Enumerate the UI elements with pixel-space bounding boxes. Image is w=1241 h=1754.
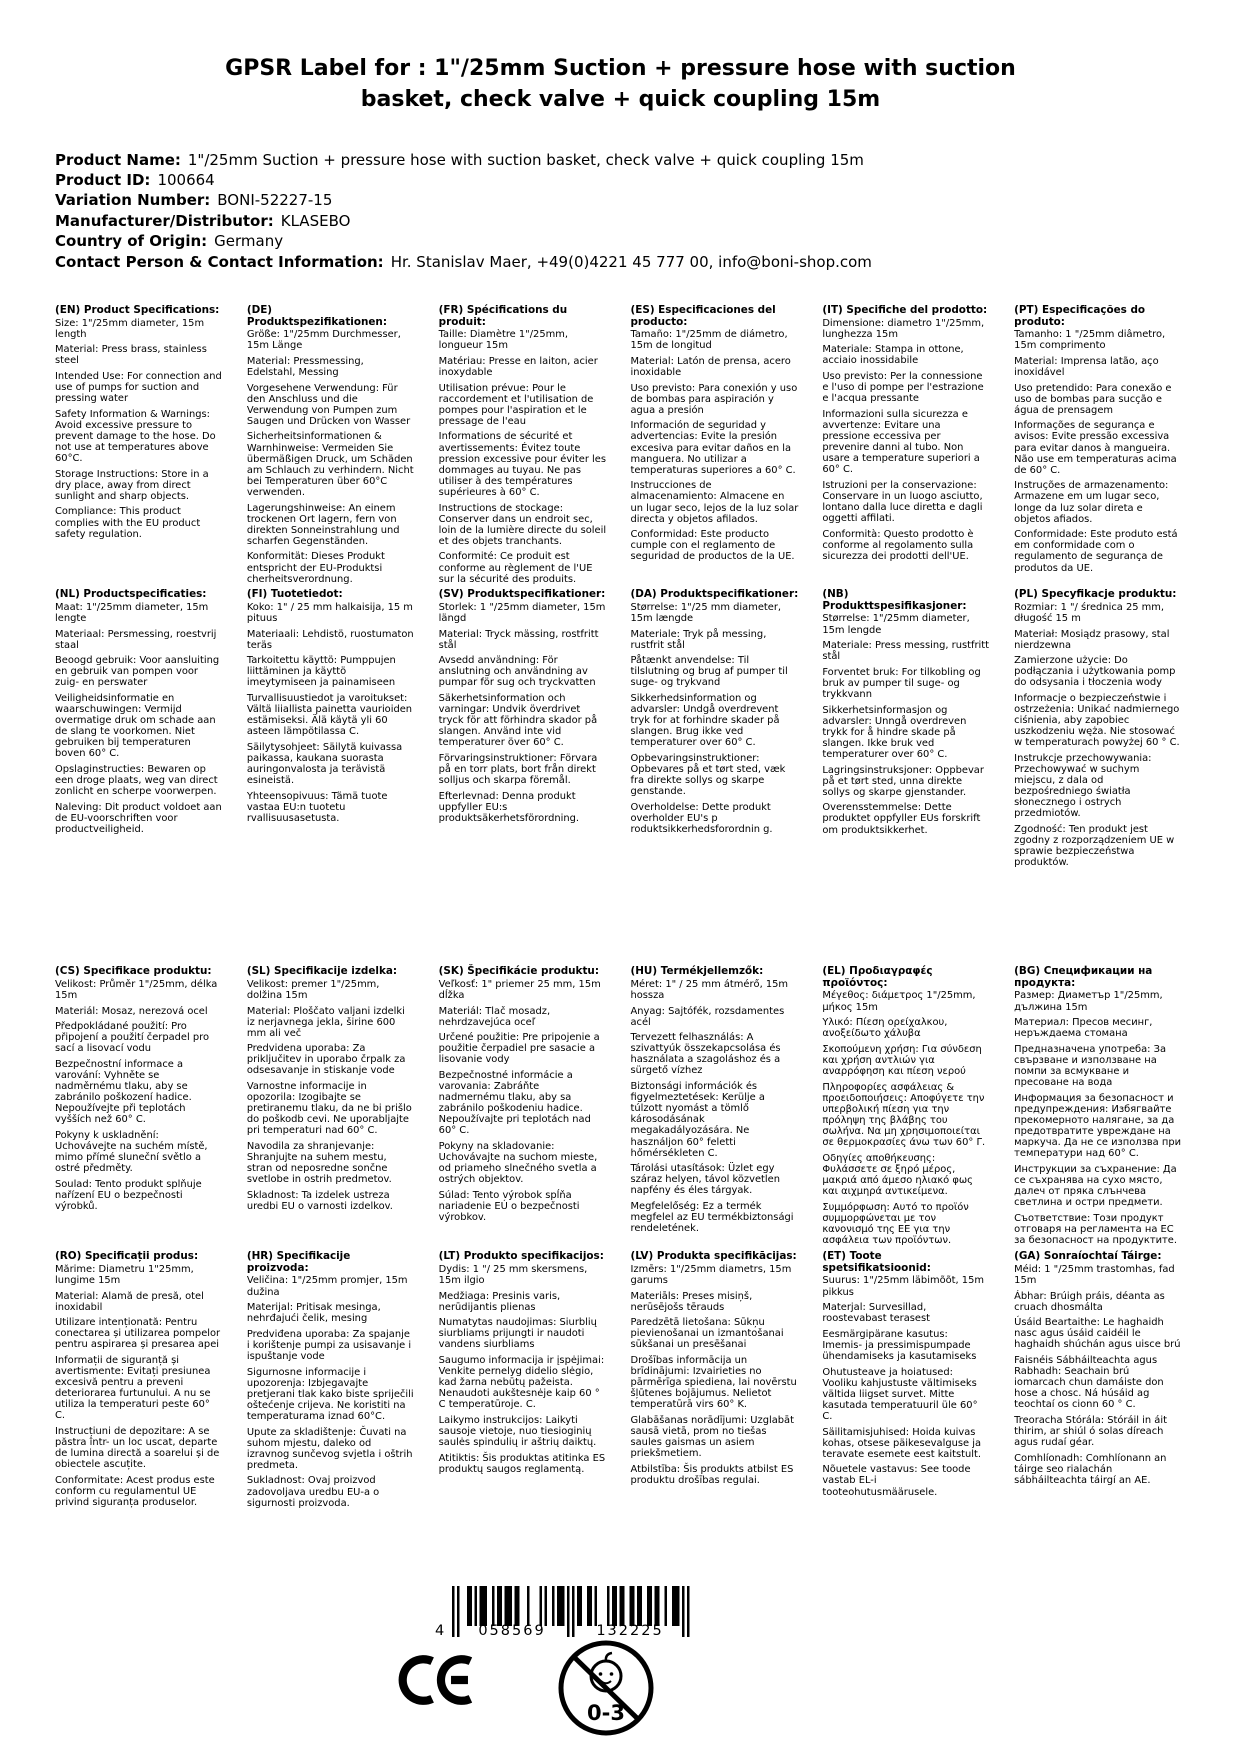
ce-mark-icon [398, 1652, 480, 1712]
spec-paragraph: Sicherheitsinformationen & Warnhinweise: Vermeiden Sie übermäßigen Druck, um Schäden am Schlauch zu verhindern. Nicht bei Temperaturen über 60°C verwenden. [246, 431, 414, 498]
spec-paragraph: Størrelse: 1"/25 mm diameter, 15m længde [630, 601, 782, 624]
spec-paragraph: Förvaringsinstruktioner: Förvara på en torr plats, bort från direkt solljus och skarpa föremål. [438, 752, 598, 787]
spec-paragraph: Conformité: Ce produit est conforme au règlement de l'UE sur la sécurité des produits. [438, 551, 593, 585]
spec-paragraph: Méid: 1 "/25mm trastomhas, fad 15m [1014, 1263, 1175, 1286]
spec-paragraph: Opbevaringsinstruktioner: Opbevares på et tørt sted, væk fra direkte sollys og skarpe genstande. [630, 752, 786, 798]
spec-paragraph: Tarkoitettu käyttö: Pumppujen liittäminen ja käyttö imeytymiseen ja painamiseen [246, 655, 396, 689]
product-info-value: 1"/25mm Suction + pressure hose with suction basket, check valve + quick coupling 15m [187, 150, 864, 169]
language-section-header: (EL) Προδιαγραφές προϊόντος: [822, 965, 933, 989]
language-section-header: (FR) Spécifications du produit: [438, 303, 568, 328]
product-info-value: Hr. Stanislav Maer, +49(0)4221 45 777 00, info@boni-shop.com [390, 252, 872, 271]
spec-paragraph: Instrucțiuni de depozitare: A se păstra într- un loc uscat, departe de lumina directă a soarelui și de obiectele ascuțite. [55, 1426, 220, 1471]
spec-paragraph: Οδηγίες αποθήκευσης: Φυλάσσετε σε ξηρό μέρος, μακριά από άμεσο ηλιακό φως και αιχμηρά αντικείμενα. [822, 1152, 973, 1197]
language-section-cs [55, 966, 234, 1251]
spec-paragraph: Materiál: Mosaz, nerezová ocel [55, 1005, 208, 1017]
language-section-bg [1014, 966, 1193, 1251]
spec-paragraph: Koko: 1" / 25 mm halkaisija, 15 m pituus [246, 601, 413, 624]
spec-paragraph: Matériau: Presse en laiton, acier inoxydable [438, 355, 598, 378]
spec-paragraph: Säilytysohjeet: Säilytä kuivassa paikassa, kaukana suorasta auringonvalosta ja terävistä esineistä. [246, 741, 403, 787]
spec-paragraph: Overensstemmelse: Dette produktet oppfyller EUs forskrift om produktsikkerhet. [822, 802, 981, 836]
spec-paragraph: Rozmiar: 1 "/ średnica 25 mm, długość 15 m [1014, 601, 1165, 624]
spec-paragraph: Soulad: Tento produkt splňuje nařízení EU o bezpečnosti výrobků. [55, 1178, 202, 1213]
spec-paragraph: Efterlevnad: Denna produkt uppfyller EU:s produktsäkerhetsförordning. [438, 790, 580, 824]
spec-paragraph: Предназначена употреба: За свързване и използване на помпи за всмукване и пресоване на вода [1014, 1043, 1167, 1089]
language-section-lv [630, 1251, 809, 1513]
language-section-el [822, 966, 1001, 1251]
spec-paragraph: Material: Alamă de presă, otel inoxidabil [55, 1290, 204, 1313]
product-info-row [55, 190, 1241, 210]
spec-paragraph: Utilizare intenționată: Pentru conectarea și utilizarea pompelor pentru aspirarea și presarea apei [55, 1317, 221, 1351]
barcode-digits-left: 058569 [478, 1623, 546, 1639]
product-info-value: Germany [214, 232, 284, 251]
spec-paragraph: Lagringsinstruksjoner: Oppbevar på et tørt sted, unna direkte sollys og skarpe gjenstander. [822, 764, 984, 798]
spec-paragraph: Předpokládané použití: Pro připojení a použití čerpadel pro sací a lisovací vodu [55, 1021, 210, 1055]
spec-paragraph: Navodila za shranjevanje: Shranjujte na suhem mestu, stran od neposredne sončne svetlobe in ostrih predmetov. [246, 1141, 392, 1186]
spec-paragraph: Material: Press brass, stainless steel [55, 344, 207, 367]
spec-paragraph: Sigurnosne informacije i upozorenja: Izbjegavajte pretjerani tlak kako biste spriječili oštećenje crijeva. Ne koristiti na temperaturama iznad 60°C. [246, 1366, 414, 1422]
spec-paragraph: Faisnéis Sábháilteachta agus Rabhadh: Seachain brú iomarcach chun damáiste don hose a chosc. Ná húsáid ag teochtaí os cionn 60 ° C. [1014, 1354, 1164, 1411]
spec-paragraph: Informazioni sulla sicurezza e avvertenze: Evitare una pressione eccessiva per prevenire danni al tubo. Non usare a temperature superiori a 60° C. [822, 408, 980, 476]
spec-paragraph: Suurus: 1"/25mm läbimõõt, 15m pikkus [822, 1275, 984, 1298]
language-section-header: (LV) Produkta specifikācijas: [630, 1250, 797, 1263]
spec-paragraph: Predvidena uporaba: Za priključitev in uporabo črpalk za odsesavanje in stiskanje vode [246, 1043, 406, 1077]
spec-paragraph: Tamaño: 1"/25mm de diámetro, 15m de longitud [630, 329, 788, 352]
spec-paragraph: Påtænkt anvendelse: Til tilslutning og brug af pumper til suge- og trykvand [630, 655, 788, 689]
spec-paragraph: Dydis: 1 "/ 25 mm skersmens, 15m ilgio [438, 1263, 588, 1286]
product-info-value: 100664 [157, 170, 215, 189]
product-info-block [55, 150, 1241, 272]
spec-paragraph: Πληροφορίες ασφάλειας & προειδοποιήσεις: Αποφύγετε την υπερβολική πίεση για την πρόληψη της βλάβης του σωλήνα. Να μη χρησιμοποιείται σε θερμοκρασίες άνω των 60° Γ. [822, 1081, 986, 1149]
spec-paragraph: Overholdelse: Dette produkt overholder EU's p roduktsikkerhedsforordnin g. [630, 801, 773, 836]
spec-paragraph: Materiaal: Persmessing, roestvrij staal [55, 628, 217, 651]
language-section-fi [247, 589, 426, 966]
spec-paragraph: Μέγεθος: διάμετρος 1"/25mm, μήκος 15m [822, 990, 976, 1013]
barcode-digit-first: 4 [435, 1623, 445, 1639]
language-section-header: (HU) Termékjellemzők: [630, 965, 764, 978]
spec-paragraph: Veiligheidsinformatie en waarschuwingen: Vermijd overmatige druk om schade aan de slang te voorkomen. Niet gebruiken bij temperaturen boven 60° C. [55, 692, 216, 760]
spec-paragraph: Biztonsági információk és figyelmeztetések: Kerülje a túlzott nyomást a tömlő károsodásának megakadályozására. Ne használjon 60° feletti hőmérsékleten C. [630, 1081, 765, 1159]
spec-paragraph: Opslaginstructies: Bewaren op een droge plaats, weg van direct zonlicht en scherpe voorwerpen. [55, 764, 218, 798]
product-info-row [55, 150, 1241, 170]
spec-paragraph: Velikost: premer 1"/25mm, dolžina 15m [246, 978, 380, 1001]
spec-paragraph: Material: Latón de prensa, acero inoxidable [630, 355, 791, 378]
language-section-de [247, 305, 426, 589]
language-section-header: (IT) Specifiche del prodotto: [822, 303, 988, 316]
spec-paragraph: Beoogd gebruik: Voor aansluiting en gebruik van pompen voor zuig- en perswater [55, 655, 220, 689]
spec-paragraph: Maat: 1"/25mm diameter, 15m lengte [55, 601, 209, 624]
language-section-hr [247, 1251, 426, 1513]
language-section-header: (EN) Product Specifications: [55, 303, 220, 316]
language-section-header: (SL) Specifikacije izdelka: [246, 965, 398, 978]
spec-paragraph: Paredzētā lietošana: Sūkņu pievienošanai un izmantošanai sūkšanai un presēšanai [630, 1317, 784, 1351]
spec-paragraph: Säkerhetsinformation och varningar: Undvik överdrivet tryck för att förhindra skador på slangen. Använd inte vid temperaturer över 60° C. [438, 692, 598, 749]
spec-paragraph: Materiale: Stampa in ottone, acciaio inossidabile [822, 344, 964, 367]
spec-paragraph: Treoracha Stórála: Stóráil in áit thirim, ar shiúl ó solas díreach agus rudaí géar. [1014, 1414, 1167, 1449]
language-section-header: (HR) Specifikacije proizvoda: [246, 1250, 351, 1274]
spec-paragraph: Tamanho: 1 "/25mm diâmetro, 15m comprimento [1014, 329, 1166, 352]
spec-paragraph: Uso pretendido: Para conexão e uso de bombas para sucção e água de prensagem [1014, 382, 1172, 416]
spec-paragraph: Materijal: Pritisak mesinga, nehrđajući čelik, mesing [246, 1302, 381, 1325]
spec-paragraph: Nõuetele vastavus: See toode vastab EL-i tooteohutusmäärusele. [822, 1464, 971, 1498]
spec-paragraph: Dimensione: diametro 1"/25mm, lunghezza 15m [822, 317, 985, 340]
spec-paragraph: Vorgesehene Verwendung: Für den Anschluss und die Verwendung von Pumpen zum Saugen und Drücken von Wasser [246, 382, 411, 427]
product-info-row [55, 211, 1241, 231]
spec-paragraph: Sukladnost: Ovaj proizvod zadovoljava uredbu EU-a o sigurnosti proizvoda. [246, 1475, 380, 1509]
spec-paragraph: Zamierzone użycie: Do podłączania i użytkowania pomp do odsysania i tłoczenia wody [1014, 655, 1176, 689]
product-info-label: Contact Person & Contact Information: [55, 252, 384, 271]
spec-paragraph: Materiaali: Lehdistö, ruostumaton teräs [246, 628, 414, 651]
spec-paragraph: Glabāšanas norādījumi: Uzglabāt sausā vietā, prom no tiešas saules gaismas un asiem priekšmetiem. [630, 1414, 794, 1460]
spec-paragraph: Anyag: Sajtófék, rozsdamentes acél [630, 1005, 785, 1028]
spec-paragraph: Lagerungshinweise: An einem trockenen Ort lagern, fern von direkten Sonneinstrahlung und scharfen Gegenständen. [246, 502, 400, 547]
spec-paragraph: Yhteensopivuus: Tämä tuote vastaa EU:n tuotetu rvallisuusasetusta. [246, 790, 388, 824]
spec-paragraph: Съответствие: Този продукт отговаря на регламента на ЕС за безопасност на продуктите. [1014, 1212, 1177, 1246]
spec-paragraph: Varnostne informacije in opozorila: Izogibajte se pretiranemu tlaku, da ne bi prišlo do poškodb cevi. Ne uporabljajte pri temperaturi nad 60° C. [246, 1081, 412, 1137]
spec-paragraph: Instrukcje przechowywania: Przechowywać w suchym miejscu, z dala od bezpośredniego światła słonecznego i ostrych przedmiotów. [1014, 752, 1152, 820]
spec-paragraph: Υλικό: Πίεση ορείχαλκου, ανοξείδωτο χάλυβα [822, 1017, 948, 1040]
spec-paragraph: Uso previsto: Para conexión y uso de bombas para aspiración y agua a presión [630, 382, 798, 416]
spec-paragraph: Größe: 1"/25mm Durchmesser, 15m Länge [246, 329, 401, 352]
spec-paragraph: Utilisation prévue: Pour le raccordement et l'utilisation de pompes pour l'aspiration et le pressage de l'eau [438, 382, 594, 427]
language-section-sv [439, 589, 618, 966]
spec-paragraph: Tervezett felhasználás: A szivattyúk összekapcsolása és használata a szagoláshoz és a sürgető vízhez [630, 1032, 781, 1077]
spec-paragraph: Bezpečnostné informácie a varovania: Zabráňte nadmernému tlaku, aby sa zabránilo poškodeniu hadice. Nepoužívajte pri teplotách nad 60° C. [438, 1069, 591, 1137]
language-section-header: (DA) Produktspecifikationer: [630, 588, 799, 601]
language-section-nb [822, 589, 1001, 966]
spec-paragraph: Sikkerhedsinformation og advarsler: Undgå overdrevent tryk for at forhindre skader på slangen. Brug ikke ved temperaturer over 60° C. [630, 692, 780, 749]
language-section-header: (SV) Produktspecifikationer: [438, 588, 606, 601]
spec-paragraph: Medžiaga: Presinis varis, nerūdijantis plienas [438, 1290, 561, 1313]
language-section-header: (SK) Špecifikácie produktu: [438, 965, 599, 978]
language-section-es [630, 305, 809, 589]
language-section-da [630, 589, 809, 966]
spec-paragraph: Materiał: Mosiądz prasowy, stal nierdzewna [1014, 628, 1170, 651]
language-section-header: (ET) Toote spetsifikatsioonid: [822, 1250, 931, 1274]
spec-paragraph: Turvallisuustiedot ja varoitukset: Vältä liiallista painetta vaurioiden estämiseksi. Älä käytä yli 60 asteen lämpötilassa C. [246, 692, 413, 738]
language-section-header: (NL) Productspecificaties: [55, 588, 207, 601]
language-section-header: (PL) Specyfikacje produktu: [1014, 588, 1177, 601]
spec-paragraph: Informações de segurança e avisos: Evite pressão excessiva para evitar danos à mangueira. Não use em temperaturas acima de 60° C. [1014, 420, 1177, 476]
product-info-value: BONI-52227-15 [217, 191, 333, 210]
age-warning-0-3-icon [556, 1636, 656, 1744]
spec-paragraph: Istruzioni per la conservazione: Conservare in un luogo asciutto, lontano dalla luce diretta e dagli oggetti affilati. [822, 479, 983, 525]
spec-paragraph: Určené použitie: Pre pripojenie a použitie čerpadiel pre sasacie a lisovanie vody [438, 1032, 600, 1066]
language-section-et [822, 1251, 1001, 1513]
spec-paragraph: Conformidad: Este producto cumple con el reglamento de seguridad de productos de la UE. [630, 529, 795, 563]
spec-paragraph: Saugumo informacija ir įspėjimai: Venkite pernelyg didelio slėgio, kad žarna nebūtų pažeista. Nenaudoti aukštesnėje kaip 60 ° C temperatūroje. C. [438, 1354, 605, 1411]
language-section-ga [1014, 1251, 1193, 1513]
spec-paragraph: Instructions de stockage: Conserver dans un endroit sec, loin de la lumière directe du soleil et des objets tranchants. [438, 502, 607, 547]
spec-paragraph: Úsáid Beartaithe: Le haghaidh nasc agus úsáid caidéil le haghaidh shúchán agus uisce brú [1014, 1317, 1181, 1351]
spec-paragraph: Información de seguridad y advertencias: Evite la presión excesiva para evitar daños en la manguera. No utilizar a temperaturas superiores a 60° C. [630, 420, 796, 476]
spec-paragraph: Информация за безопасност и предупреждения: Избягвайте прекомерното налягане, за да предотвратите увреждане на маркуча. Да не се използва при температури над 60° C. [1014, 1092, 1181, 1160]
spec-paragraph: Izmērs: 1"/25mm diametrs, 15m garums [630, 1263, 792, 1286]
spec-paragraph: Predviđena uporaba: Za spajanje i korištenje pumpi za usisavanje i ispuštanje vode [246, 1328, 412, 1363]
spec-paragraph: Súlad: Tento výrobok spĺňa nariadenie EÚ o bezpečnosti výrobkov. [438, 1189, 580, 1224]
language-section-fr [439, 305, 618, 589]
language-section-header: (BG) Спецификации на продукта: [1014, 965, 1153, 989]
language-section-sl [247, 966, 426, 1251]
spec-paragraph: Ábhar: Brúigh práis, déanta as cruach dhosmálta [1014, 1290, 1165, 1313]
spec-paragraph: Material: Pressmessing, Edelstahl, Messing [246, 355, 364, 378]
spec-paragraph: Skladnost: Ta izdelek ustreza uredbi EU o varnosti izdelkov. [246, 1189, 393, 1213]
language-section-it [822, 305, 1001, 589]
spec-paragraph: Material: Ploščato valjani izdelki iz nerjavnega jekla, širine 600 mm ali več [246, 1005, 405, 1039]
spec-paragraph: Size: 1"/25mm diameter, 15m length [55, 317, 205, 340]
spec-paragraph: Conformitate: Acest produs este conform cu regulamentul UE privind siguranța produselor. [55, 1474, 215, 1509]
language-section-header: (RO) Specificații produs: [55, 1250, 199, 1263]
language-section-header: (GA) Sonraíochtaí Táirge: [1014, 1250, 1162, 1263]
product-info-row [55, 170, 1241, 190]
spec-paragraph: Upute za skladištenje: Čuvati na suhom mjestu, daleko od izravnog sunčevog svjetla i oštrih predmeta. [246, 1426, 413, 1471]
spec-paragraph: Atbilstība: Šis produkts atbilst ES produktu drošības regulai. [630, 1463, 794, 1486]
spec-paragraph: Safety Information & Warnings: Avoid excessive pressure to prevent damage to the hose. Do not use at temperatures above 60°C. [55, 408, 216, 465]
spec-paragraph: Materiāls: Preses misiņš, nerūsējošs tērauds [630, 1290, 753, 1313]
spec-paragraph: Forventet bruk: For tilkobling og bruk av pumper til suge- og trykkvann [822, 666, 981, 701]
spec-paragraph: Numatytas naudojimas: Siurblių siurbliams prijungti ir naudoti vandens siurbliams [438, 1317, 597, 1351]
language-section-en [55, 305, 234, 589]
language-section-header: (FI) Tuotetiedot: [246, 588, 343, 601]
product-info-label: Country of Origin: [55, 232, 208, 251]
spec-paragraph: Compliance: This product complies with the EU product safety regulation. [55, 506, 201, 540]
product-info-label: Product ID: [55, 170, 151, 189]
spec-paragraph: Materjal: Survesillad, roostevabast terasest [822, 1302, 931, 1325]
language-section-pl [1014, 589, 1193, 966]
spec-paragraph: Veličina: 1"/25mm promjer, 15m dužina [246, 1275, 408, 1298]
spec-paragraph: Informations de sécurité et avertissements: Évitez toute pression excessive pour éviter les dommages au tuyau. Ne pas utiliser à des températures supérieures à 60° C. [438, 431, 607, 498]
spec-paragraph: Инструкции за съхранение: Да се съхранява на сухо място, далеч от пряка слънчева светлина и остри предмети. [1014, 1163, 1177, 1209]
spec-paragraph: Σκοπούμενη χρήση: Για σύνδεση και χρήση αντλιών για αναρρόφηση και πίεση νερού [822, 1043, 982, 1078]
product-info-label: Manufacturer/Distributor: [55, 211, 274, 230]
spec-paragraph: Zgodność: Ten produkt jest zgodny z rozporządzeniem UE w sprawie bezpieczeństwa produktów. [1014, 824, 1175, 869]
spec-paragraph: Laikymo instrukcijos: Laikyti sausoje vietoje, nuo tiesioginių saulės spindulių ir aštrių daiktų. [438, 1414, 597, 1449]
language-section-header: (DE) Produktspezifikationen: [246, 303, 387, 328]
product-info-value: KLASEBO [280, 211, 351, 230]
spec-paragraph: Størrelse: 1"/25mm diameter, 15m lengde [822, 613, 970, 636]
spec-paragraph: Informații de siguranță și avertismente: Evitați presiunea excesivă pentru a preveni deteriorarea furtunului. A nu se utiliza la temperaturi peste 60° C. [55, 1354, 211, 1422]
spec-paragraph: Mărime: Diametru 1"25mm, lungime 15m [55, 1263, 194, 1286]
language-section-header: (NB) Produkttspesifikasjoner: [822, 588, 967, 612]
spec-paragraph: Storlek: 1 "/25mm diameter, 15m längd [438, 601, 606, 624]
language-section-ro [55, 1251, 234, 1513]
spec-paragraph: Atitiktis: Šis produktas atitinka ES produktų saugos reglamentą. [438, 1452, 606, 1475]
spec-paragraph: Bezpečnostní informace a varování: Vyhněte se nadměrnému tlaku, aby se zabránilo poškození hadice. Nepoužívejte při teplotách vyšších než 60° C. [55, 1058, 192, 1126]
spec-paragraph: Pokyny k uskladnění: Uchovávejte na suchém místě, mimo přímé sluneční světlo a ostré předměty. [55, 1129, 208, 1175]
spec-paragraph: Materiale: Tryk på messing, rustfrit stål [630, 628, 767, 651]
spec-paragraph: Informacje o bezpieczeństwie i ostrzeżenia: Unikać nadmiernego ciśnienia, aby zapobiec uszkodzeniu węża. Nie stosować w temperaturach powyżej 60 ° C. [1014, 692, 1180, 749]
svg-text:0-3: 0-3 [587, 1701, 625, 1725]
language-section-header: (ES) Especificaciones del producto: [630, 303, 776, 328]
spec-paragraph: Naleving: Dit product voldoet aan de EU-voorschriften voor productveiligheid. [55, 801, 222, 836]
spec-paragraph: Storage Instructions: Store in a dry place, away from direct sunlight and sharp objects. [55, 468, 209, 502]
spec-paragraph: Comhlíonadh: Comhlíonann an táirge seo rialachán sábháilteachta táirgí an AE. [1014, 1452, 1167, 1486]
product-info-label: Variation Number: [55, 191, 211, 210]
language-section-header: (PT) Especificações do produto: [1014, 303, 1146, 328]
spec-paragraph: Material: Imprensa latão, aço inoxidável [1014, 355, 1159, 378]
spec-paragraph: Velikost: Průměr 1"/25mm, délka 15m [55, 978, 218, 1001]
spec-paragraph: Ohutusteave ja hoiatused: Vooliku kahjustuste vältimiseks vältida liigset survet. Mitte kasutada temperatuuril üle 60° C. [822, 1366, 978, 1422]
spec-paragraph: Conformità: Questo prodotto è conforme al regolamento sulla sicurezza dei prodotti dell'UE. [822, 528, 974, 562]
language-specifications-grid [55, 305, 1193, 1513]
product-info-label: Product Name: [55, 150, 181, 169]
spec-paragraph: Eesmärgipärane kasutus: Imemis- ja pressimispumpade ühendamiseks ja kasutamiseks [822, 1328, 977, 1363]
spec-paragraph: Intended Use: For connection and use of pumps for suction and pressing water [55, 370, 222, 405]
spec-paragraph: Размер: Диаметър 1"/25mm, дължина 15m [1014, 990, 1163, 1013]
spec-paragraph: Materiale: Press messing, rustfritt stål [822, 640, 990, 663]
spec-paragraph: Veľkosť: 1" priemer 25 mm, 15m dĺžka [438, 978, 601, 1001]
spec-paragraph: Drošības informācija un brīdinājumi: Izvairieties no pārmērīga spiediena, lai novērstu šļūtenes bojājumus. Nelietot temperatūrā virs 60° K. [630, 1354, 797, 1411]
spec-paragraph: Méret: 1" / 25 mm átmérő, 15m hossza [630, 978, 789, 1001]
spec-paragraph: Säilitamisjuhised: Hoida kuivas kohas, otsese päikesevalguse ja teravate esemete eest kaitstult. [822, 1426, 982, 1460]
product-info-row [55, 231, 1241, 251]
spec-paragraph: Conformidade: Este produto está em conformidade com o regulamento de segurança de produtos da UE. [1014, 529, 1178, 574]
spec-paragraph: Tárolási utasítások: Üzlet egy száraz helyen, távol közvetlen napfény és éles tárgyak. [630, 1163, 780, 1197]
spec-paragraph: Instruções de armazenamento: Armazene em um lugar seco, longe da luz solar direta e objetos afiados. [1014, 480, 1169, 525]
language-section-header: (CS) Specifikace produktu: [55, 965, 212, 978]
page-title: GPSR Label for : 1"/25mm Suction + pressure hose with suction basket, check valve + quick coupling 15m [225, 56, 1016, 112]
language-section-hu [630, 966, 809, 1251]
spec-paragraph: Instrucciones de almacenamiento: Almacene en un lugar seco, lejos de la luz solar directa y objetos afilados. [630, 480, 799, 525]
spec-paragraph: Materiál: Tlač mosadz, nehrdzavejúca oceľ [438, 1005, 551, 1028]
spec-paragraph: Megfelelőség: Ez a termék megfelel az EU termékbiztonsági rendeletének. [630, 1201, 794, 1235]
spec-paragraph: Συμμόρφωση: Αυτό το προϊόν συμμορφώνεται με τον κανονισμό της ΕΕ για την ασφάλεια των προϊόντων. [822, 1201, 969, 1246]
barcode-digits-right: 132225 [596, 1623, 664, 1639]
product-info-row [55, 252, 1241, 272]
language-section-sk [439, 966, 618, 1251]
language-section-nl [55, 589, 234, 966]
language-section-pt [1014, 305, 1193, 589]
spec-paragraph: Taille: Diamètre 1"/25mm, longueur 15m [438, 329, 568, 352]
language-section-lt [439, 1251, 618, 1513]
spec-paragraph: Материал: Пресов месинг, неръждаема стомана [1014, 1017, 1153, 1040]
spec-paragraph: Uso previsto: Per la connessione e l'uso di pompe per l'estrazione e l'acqua pressante [822, 370, 984, 405]
spec-paragraph: Sikkerhetsinformasjon og advarsler: Unngå overdreven trykk for å hindre skade på slangen. Ikke bruk ved temperaturer over 60° C. [822, 704, 967, 760]
spec-paragraph: Avsedd användning: För anslutning och användning av pumpar för sug och tryckvatten [438, 655, 596, 689]
spec-paragraph: Material: Tryck mässing, rostfritt stål [438, 628, 599, 651]
language-section-header: (LT) Produkto specifikacijos: [438, 1250, 604, 1263]
spec-paragraph: Pokyny na skladovanie: Uchovávajte na suchom mieste, od priameho slnečného svetla a ostrých objektov. [438, 1141, 598, 1186]
spec-paragraph: Konformität: Dieses Produkt entspricht der EU-Produktsi cherheitsverordnung. [246, 551, 385, 585]
